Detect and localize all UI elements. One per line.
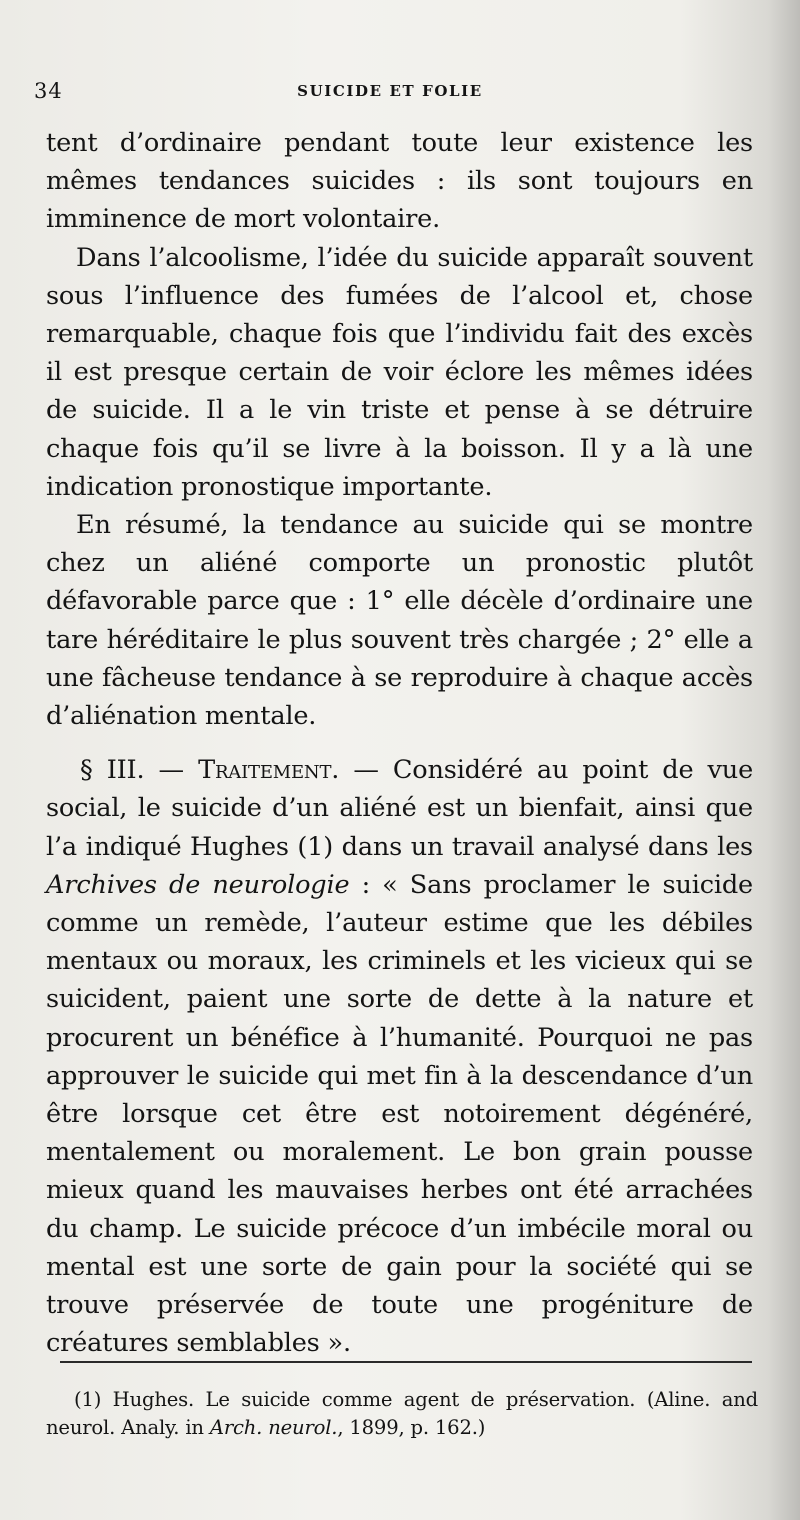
- journal-title: Archives de neurologie: [46, 869, 350, 900]
- footnote-divider: [60, 1361, 752, 1363]
- paragraph-continuation: tent d’ordinaire pendant toute leur existence les mêmes tendances suicides : ils sont toujours en imminence de mort volontaire.: [46, 128, 753, 235]
- main-text: [46, 124, 753, 1363]
- section-number: § III.: [80, 755, 145, 786]
- page-number: 34: [34, 79, 63, 103]
- footnote-marker: (1): [74, 1388, 102, 1411]
- section-traitement: [46, 751, 753, 1362]
- running-title: SUICIDE ET FOLIE: [297, 82, 483, 100]
- footnote-body: Hughes. Le suicide comme agent de préservation. (Aline. and neurol. Analy. in: [46, 1388, 758, 1439]
- section-text: Considéré au point de vue social, le suicide d’un aliéné est un bienfait, ainsi que l’a indiqué Hughes (1) dans un travail analysé dans les: [46, 755, 754, 862]
- footnote-citation: , 1899, p. 162.): [337, 1416, 486, 1439]
- page-header: [34, 76, 746, 106]
- section-heading: Traitement.: [198, 755, 340, 786]
- footnote-text: [46, 1386, 758, 1442]
- paragraph-resume: En résumé, la tendance au suicide qui se montre chez un aliéné comporte un pronostic plutôt défavorable parce que : 1° elle décèle d’ordinaire une tare héréditaire le plus souvent très chargée ; 2° elle a une fâcheuse tendance à se reproduire à chaque accès d’aliénation mentale.: [46, 510, 753, 732]
- paragraph-alcoolisme: Dans l’alcoolisme, l’idée du suicide apparaît souvent sous l’influence des fumées de l’alcool et, chose remarquable, chaque fois que l’individu fait des excès il est presque certain de voir éclore les mêmes idées de suicide. Il a le vin triste et pense à se détruire chaque fois qu’il se livre à la boisson. Il y a là une indication pronostique importante.: [46, 242, 753, 502]
- footnote-journal: Arch. neurol.: [209, 1416, 338, 1439]
- footnote: [46, 1386, 758, 1442]
- section-dash: —: [339, 755, 393, 786]
- section-quote: : « Sans proclamer le suicide comme un remède, l’auteur estime que les débiles mentaux ou moraux, les criminels et les vicieux qui se suicident, paient une sorte de dette à la nature et procurent un bénéfice à l’humanité. Pourquoi ne pas approuver le suicide qui met fin à la descendance d’un être lorsque cet être est notoirement dégénéré, mentalement ou moralement. Le bon grain pousse mieux quand les mauvaises herbes ont été arrachées du champ. Le suicide précoce d’un imbécile moral ou mental est une sorte de gain pour la société qui se trouve préservée de toute une progéniture de créatures semblables ».: [46, 869, 753, 1359]
- section-dash: —: [144, 755, 199, 786]
